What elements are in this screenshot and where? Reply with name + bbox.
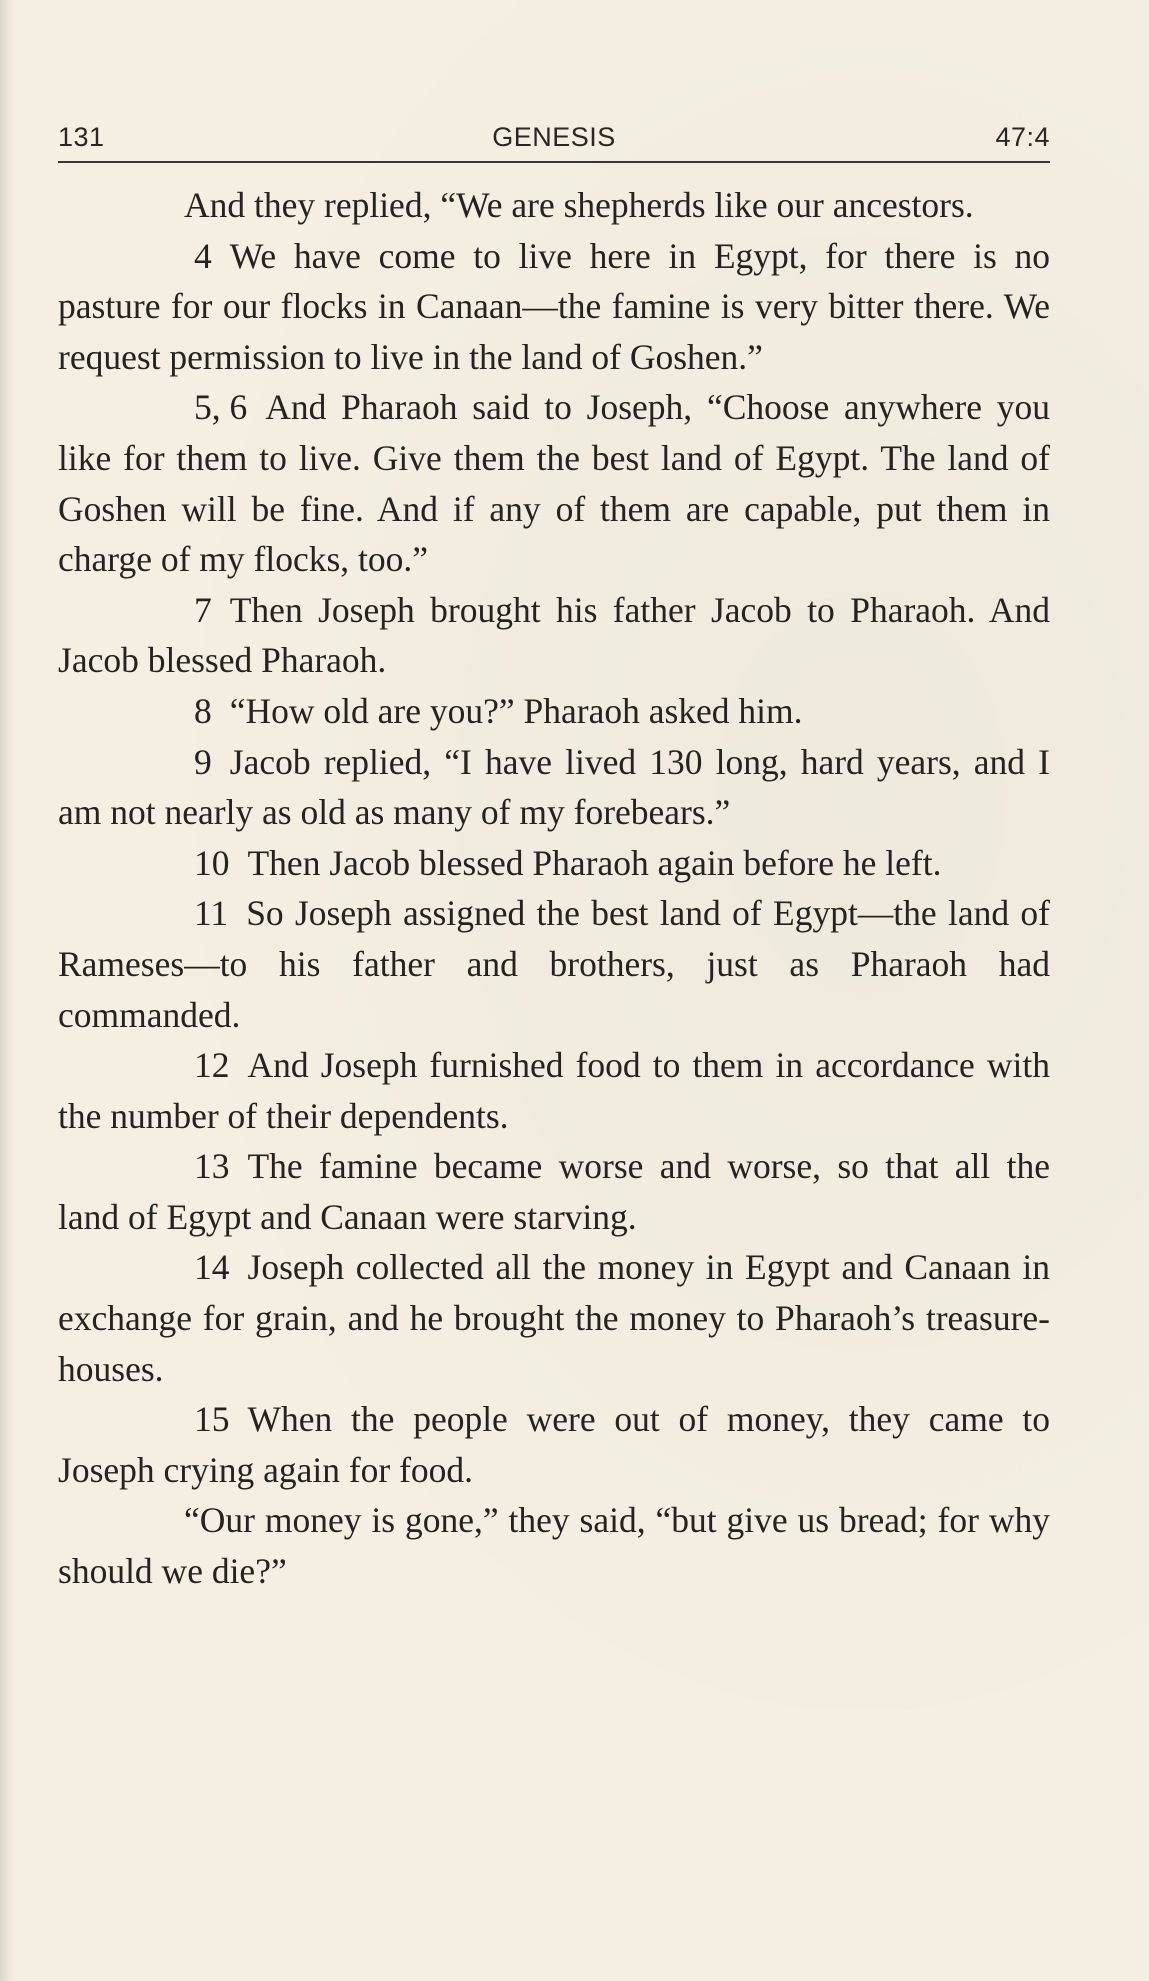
- chapter-verse-reference: 47:4: [995, 122, 1050, 152]
- verse-number: 13: [194, 1146, 230, 1187]
- paragraph-text: “How old are you?” Pharaoh asked him.: [229, 690, 803, 731]
- page-number: 131: [58, 122, 105, 152]
- verse-number: 7: [194, 589, 212, 630]
- paragraph: [58, 1394, 1050, 1495]
- paragraph-text: And Pharaoh said to Joseph, “Choose anywhere you like for them to live. Give them the best land of Egypt. The land of Goshen will be fine. And if any of them are capable, put them in charge of my flocks, too.”: [58, 387, 1050, 580]
- paragraph: [58, 585, 1050, 686]
- paragraph-text: When the people were out of money, they came to Joseph crying again for food.: [58, 1399, 1050, 1490]
- book-title: GENESIS: [492, 122, 616, 152]
- paragraph-text: “Our money is gone,” they said, “but give us bread; for why should we die?”: [58, 1500, 1050, 1592]
- paragraph-text: So Joseph assigned the best land of Egypt—the land of Rameses—to his father and brothers, just as Pharaoh had commanded.: [58, 893, 1050, 1035]
- page-gutter-shadow: [0, 0, 14, 1981]
- paragraph: [58, 737, 1050, 838]
- verse-number: 14: [194, 1247, 230, 1288]
- verse-number: 8: [194, 690, 212, 731]
- verse-number: 12: [194, 1045, 230, 1086]
- paragraph-text: Then Joseph brought his father Jacob to Pharaoh. And Jacob blessed Pharaoh.: [58, 589, 1050, 681]
- verse-number: 15: [194, 1399, 230, 1440]
- verse-number: 5, 6: [194, 387, 248, 428]
- paragraph: [58, 382, 1050, 584]
- paragraph: [58, 231, 1050, 383]
- paragraph-text: The famine became worse and worse, so that all the land of Egypt and Canaan were starving.: [58, 1146, 1050, 1237]
- verse-number: 4: [194, 235, 212, 276]
- verse-number: 10: [194, 842, 230, 883]
- paragraph-text: Joseph collected all the money in Egypt and Canaan in exchange for grain, and he brought the money to Pharaoh’s treasure-houses.: [58, 1247, 1050, 1389]
- paragraph-text: And they replied, “We are shepherds like our ancestors.: [184, 185, 974, 225]
- paragraph: [58, 838, 1050, 889]
- header-rule: [58, 161, 1050, 163]
- paragraph-text: We have come to live here in Egypt, for there is no pasture for our flocks in Canaan—the famine is very bitter there. We request permission to live in the land of Goshen.”: [58, 235, 1050, 377]
- scripture-text: [58, 180, 1050, 1597]
- paragraph-text: Then Jacob blessed Pharaoh again before he left.: [247, 842, 942, 883]
- paragraph-text: Jacob replied, “I have lived 130 long, hard years, and I am not nearly as old as many of my forebears.”: [58, 741, 1050, 833]
- verse-number: 11: [194, 893, 229, 934]
- paragraph: [58, 888, 1050, 1040]
- paragraph: [58, 1495, 1050, 1596]
- paragraph: [58, 180, 1050, 231]
- paragraph: [58, 1040, 1050, 1141]
- paragraph: [58, 1141, 1050, 1242]
- verse-number: 9: [194, 741, 212, 782]
- paragraph-text: And Joseph furnished food to them in accordance with the number of their dependents.: [58, 1045, 1050, 1136]
- paragraph: [58, 686, 1050, 737]
- running-header: [58, 122, 1050, 162]
- paragraph: [58, 1242, 1050, 1394]
